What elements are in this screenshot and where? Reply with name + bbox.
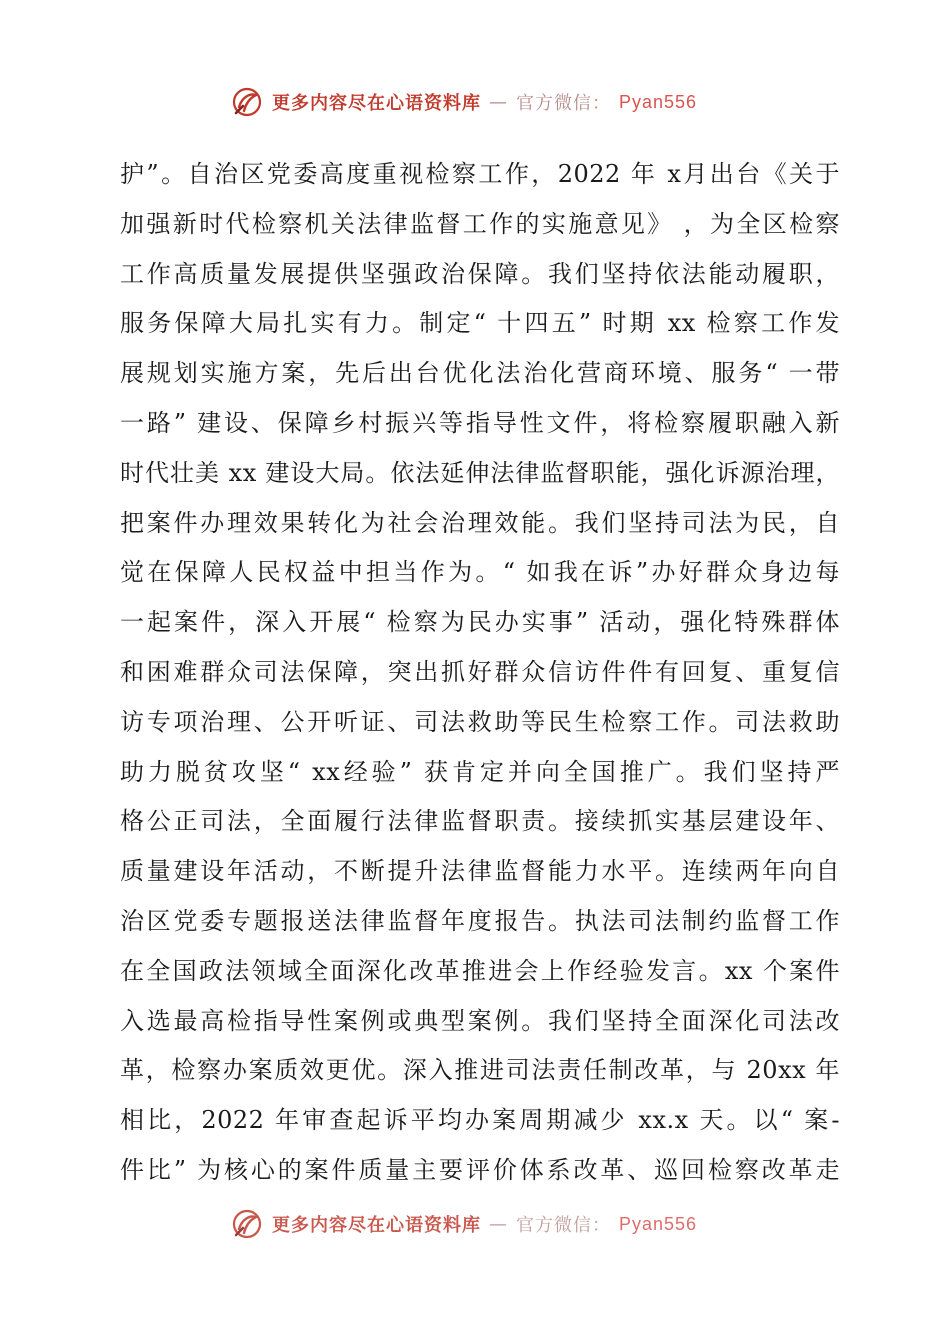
text-line: 治区党委专题报送法律监督年度报告。执法司法制约监督工作 [120,906,840,935]
text-line: 展规划实施方案，先后出台优化法治化营商环境、服务“ 一带 [120,359,840,388]
header-separator: — [489,91,508,113]
text-line: 在全国政法领域全面深化改革推进会上作经验发言。xx 个案件 [120,956,840,985]
text-line: 服务保障大局扎实有力。制定“ 十四五” 时期 xx 检察工作发 [120,309,840,338]
brand-logo-icon [230,85,264,119]
text-line: 加强新时代检察机关法律监督工作的实施意见》 ，为全区检察 [120,209,840,238]
text-line: 相比，2022 年审查起诉平均办案周期减少 xx.x 天。以“ 案- [120,1106,840,1135]
text-line: 觉在保障人民权益中担当作为。“ 如我在诉”办好群众身边每 [120,558,840,587]
text-line: 时代壮美 xx 建设大局。依法延伸法律监督职能，强化诉源治理， [120,458,840,487]
text-line: 把案件办理效果转化为社会治理效能。我们坚持司法为民，自 [120,508,840,537]
footer-separator: — [489,1213,508,1235]
text-line: 和困难群众司法保障，突出抓好群众信访件件有回复、重复信 [120,657,840,686]
text-line: 护”。自治区党委高度重视检察工作，2022 年 x月出台《关于 [120,160,840,188]
footer-main-text: 更多内容尽在心语资料库 [272,1215,481,1236]
header-wechat-id: Pyan556 [619,91,698,112]
text-line: 件比” 为核心的案件质量主要评价体系改革、巡回检察改革走 [120,1155,840,1184]
text-line: 质量建设年活动，不断提升法律监督能力水平。连续两年向自 [120,857,840,886]
text-line: 一起案件，深入开展“ 检察为民办实事” 活动，强化特殊群体 [120,608,840,637]
text-line: 一路” 建设、保障乡村振兴等指导性文件，将检察履职融入新 [120,408,840,437]
header-main-text: 更多内容尽在心语资料库 [272,93,481,114]
footer-wechat-id: Pyan556 [619,1213,698,1234]
footer-wechat-label: 官方微信： [516,1215,611,1236]
text-line: 革，检察办案质效更优。深入推进司法责任制改革，与 20xx 年 [120,1056,840,1085]
text-line: 助力脱贫攻坚“ xx经验” 获肯定并向全国推广。我们坚持严 [120,757,840,786]
text-line: 入选最高检指导性案例或典型案例。我们坚持全面深化司法改 [120,1006,840,1035]
text-line: 工作高质量发展提供坚强政治保障。我们坚持依法能动履职， [120,259,840,288]
text-line: 格公正司法，全面履行法律监督职责。接续抓实基层建设年、 [120,807,840,836]
text-line: 访专项治理、公开听证、司法救助等民生检察工作。司法救助 [120,707,840,736]
footer-watermark [230,1204,750,1244]
body-paragraph [120,150,840,1196]
header-watermark [230,82,750,122]
header-wechat-label: 官方微信： [516,93,611,114]
brand-logo-icon [230,1207,264,1241]
